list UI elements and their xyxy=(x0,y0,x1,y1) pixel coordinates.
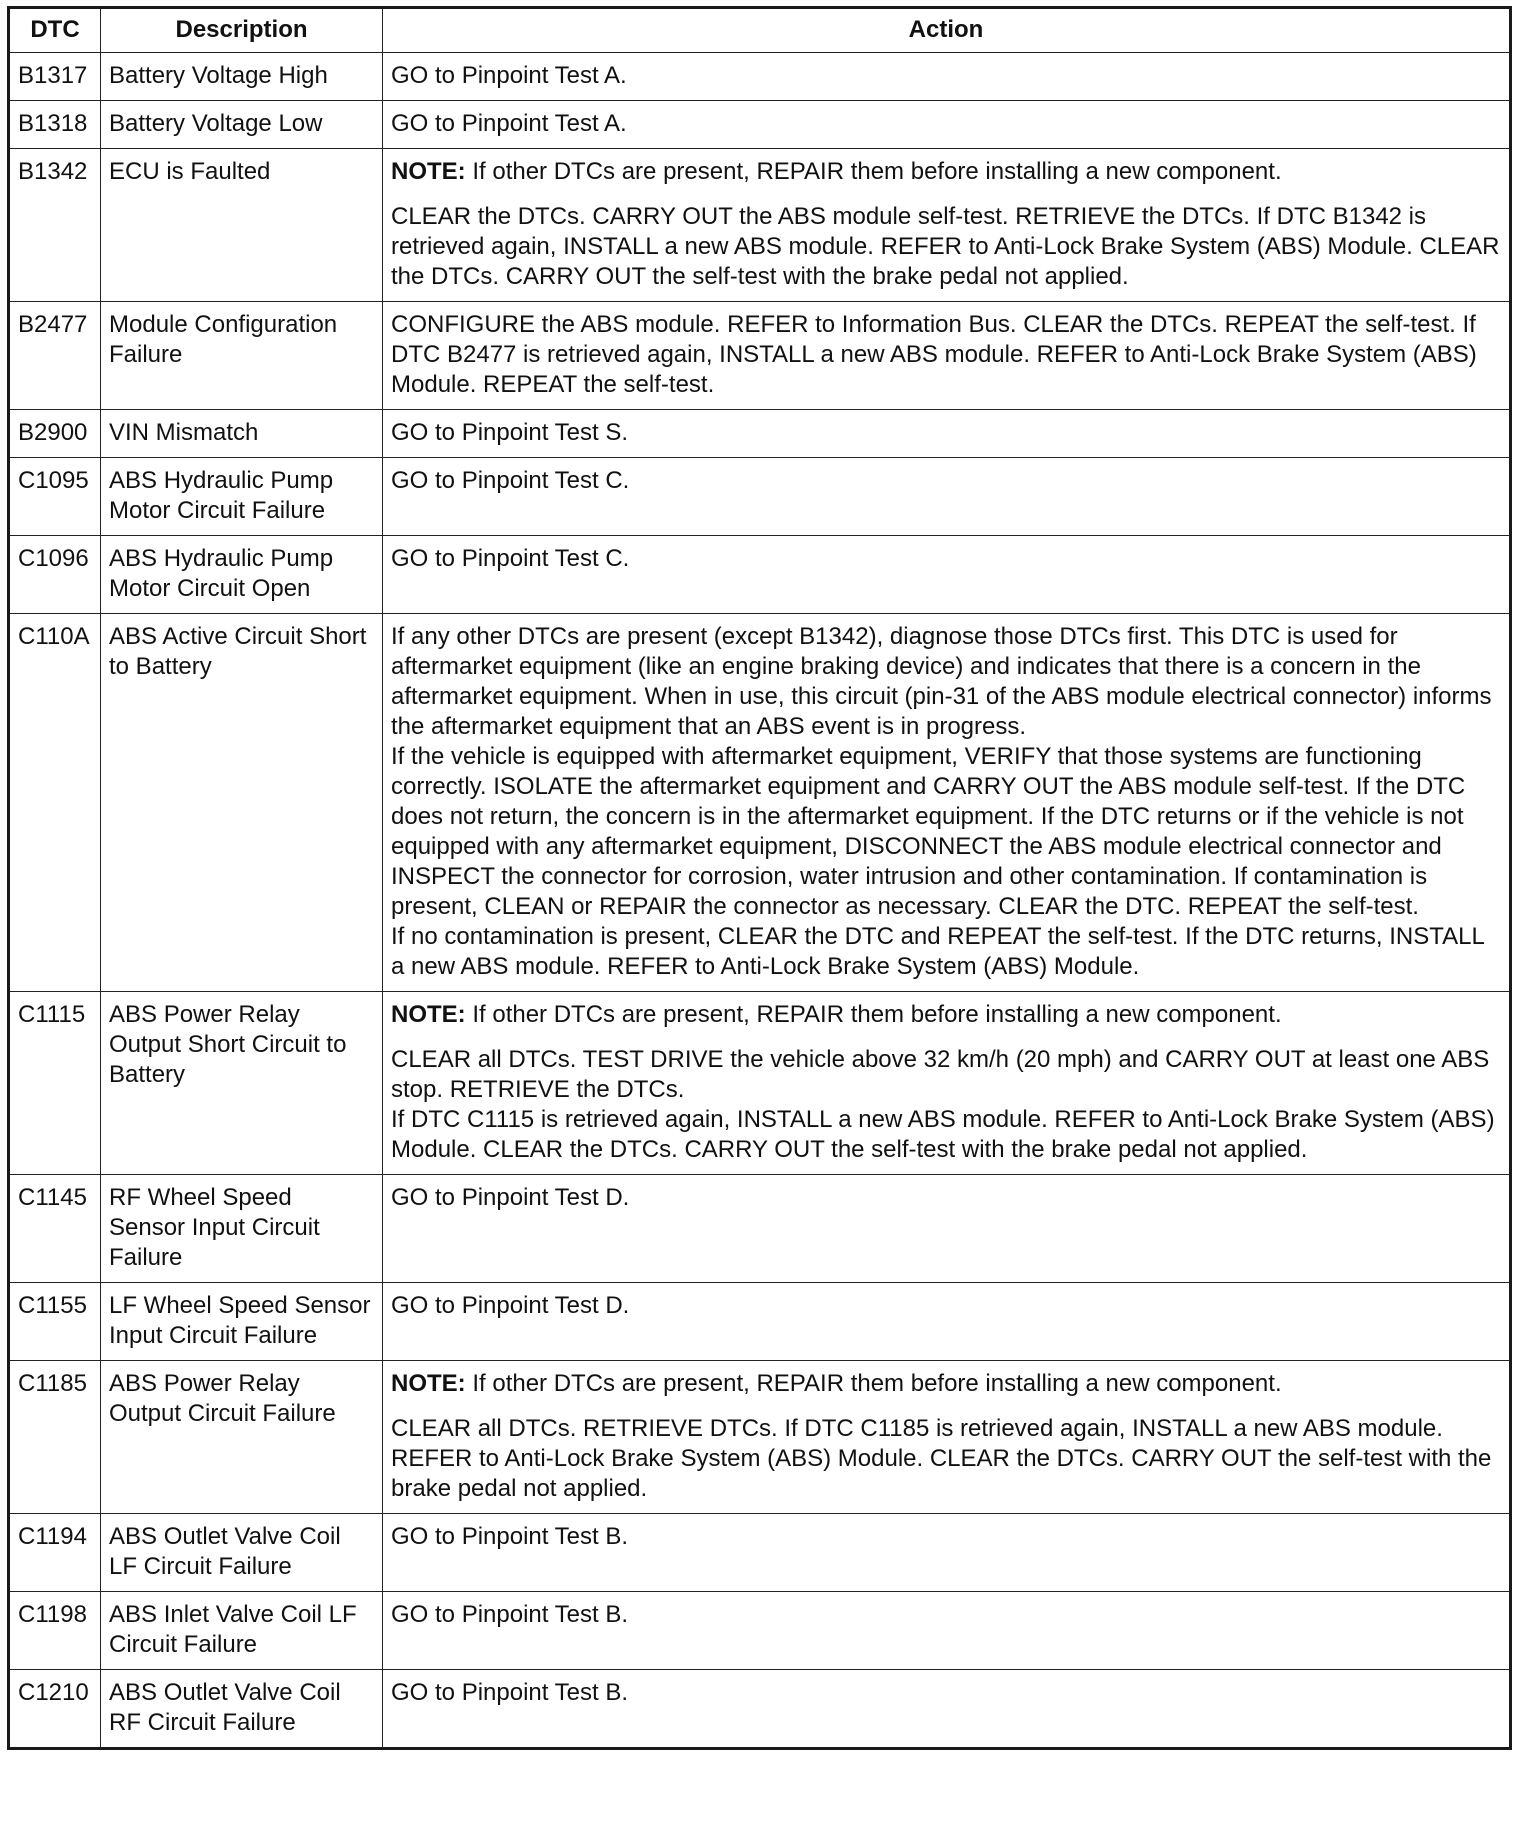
dtc-description: Battery Voltage High xyxy=(101,53,383,101)
table-row xyxy=(9,302,1511,410)
table-row xyxy=(9,101,1511,149)
dtc-action xyxy=(383,992,1511,1175)
dtc-description: ABS Active Circuit Short to Battery xyxy=(101,614,383,992)
action-paragraph: CLEAR all DTCs. TEST DRIVE the vehicle above 32 km/h (20 mph) and CARRY OUT at least one ABS stop. RETRIEVE the DTCs. xyxy=(391,1046,1490,1103)
dtc-description: LF Wheel Speed Sensor Input Circuit Failure xyxy=(101,1283,383,1361)
dtc-description: Battery Voltage Low xyxy=(101,101,383,149)
table-row xyxy=(9,1283,1511,1361)
note-text: If other DTCs are present, REPAIR them before installing a new component. xyxy=(465,158,1282,185)
dtc-code: C1194 xyxy=(9,1514,101,1592)
dtc-code: B2900 xyxy=(9,410,101,458)
note-text: If other DTCs are present, REPAIR them before installing a new component. xyxy=(465,1370,1282,1397)
action-paragraph: If DTC C1115 is retrieved again, INSTALL a new ABS module. REFER to Anti-Lock Brake System (ABS) Module. CLEAR the DTCs. CARRY OUT the self-test with the brake pedal not applied. xyxy=(391,1106,1495,1163)
header-row xyxy=(9,8,1511,53)
dtc-code: C110A xyxy=(9,614,101,992)
action-paragraph: GO to Pinpoint Test D. xyxy=(391,1184,630,1211)
dtc-action xyxy=(383,1514,1511,1592)
action-paragraph: GO to Pinpoint Test A. xyxy=(391,110,627,137)
dtc-description: Module Configuration Failure xyxy=(101,302,383,410)
dtc-action xyxy=(383,1175,1511,1283)
dtc-action xyxy=(383,1592,1511,1670)
dtc-code: C1198 xyxy=(9,1592,101,1670)
action-paragraph: GO to Pinpoint Test B. xyxy=(391,1679,629,1706)
note-label: NOTE: xyxy=(391,158,466,185)
dtc-action xyxy=(383,101,1511,149)
dtc-description: ABS Hydraulic Pump Motor Circuit Failure xyxy=(101,458,383,536)
note-text: If other DTCs are present, REPAIR them before installing a new component. xyxy=(465,1001,1282,1028)
dtc-description: ABS Hydraulic Pump Motor Circuit Open xyxy=(101,536,383,614)
action-paragraph: GO to Pinpoint Test S. xyxy=(391,419,629,446)
dtc-action xyxy=(383,53,1511,101)
action-paragraph: GO to Pinpoint Test C. xyxy=(391,545,630,572)
header-dtc: DTC xyxy=(9,8,101,53)
action-paragraph: CONFIGURE the ABS module. REFER to Information Bus. CLEAR the DTCs. REPEAT the self-test. If DTC B2477 is retrieved again, INSTALL a new ABS module. REFER to Anti-Lock Brake System (ABS) Module. REPEAT the self-test. xyxy=(391,311,1477,398)
table-row xyxy=(9,149,1511,302)
dtc-action xyxy=(383,536,1511,614)
dtc-description: ABS Inlet Valve Coil LF Circuit Failure xyxy=(101,1592,383,1670)
action-paragraph: GO to Pinpoint Test B. xyxy=(391,1523,629,1550)
dtc-action xyxy=(383,458,1511,536)
dtc-code: B1317 xyxy=(9,53,101,101)
dtc-description: ECU is Faulted xyxy=(101,149,383,302)
dtc-description: ABS Outlet Valve Coil RF Circuit Failure xyxy=(101,1670,383,1749)
dtc-description: ABS Power Relay Output Circuit Failure xyxy=(101,1361,383,1514)
dtc-action xyxy=(383,614,1511,992)
dtc-description: ABS Outlet Valve Coil LF Circuit Failure xyxy=(101,1514,383,1592)
note-label: NOTE: xyxy=(391,1001,466,1028)
dtc-code: C1185 xyxy=(9,1361,101,1514)
header-description: Description xyxy=(101,8,383,53)
dtc-table xyxy=(7,6,1512,1750)
dtc-description: RF Wheel Speed Sensor Input Circuit Failure xyxy=(101,1175,383,1283)
table-row xyxy=(9,1361,1511,1514)
action-paragraph: CLEAR the DTCs. CARRY OUT the ABS module self-test. RETRIEVE the DTCs. If DTC B1342 is retrieved again, INSTALL a new ABS module. REFER to Anti-Lock Brake System (ABS) Module. CLEAR the DTCs. CARRY OUT the self-test with the brake pedal not applied. xyxy=(391,203,1500,290)
dtc-code: C1115 xyxy=(9,992,101,1175)
dtc-code: B1342 xyxy=(9,149,101,302)
note-label: NOTE: xyxy=(391,1370,466,1397)
dtc-code: C1145 xyxy=(9,1175,101,1283)
action-paragraph: GO to Pinpoint Test D. xyxy=(391,1292,630,1319)
table-row xyxy=(9,458,1511,536)
dtc-code: C1155 xyxy=(9,1283,101,1361)
table-row xyxy=(9,536,1511,614)
action-paragraph: GO to Pinpoint Test A. xyxy=(391,62,627,89)
action-paragraph: CLEAR all DTCs. RETRIEVE DTCs. If DTC C1185 is retrieved again, INSTALL a new ABS module. REFER to Anti-Lock Brake System (ABS) Module. CLEAR the DTCs. CARRY OUT the self-test with the brake pedal not applied. xyxy=(391,1415,1492,1502)
table-row xyxy=(9,1592,1511,1670)
table-row xyxy=(9,1175,1511,1283)
action-paragraph: If any other DTCs are present (except B1342), diagnose those DTCs first. This DTC is used for aftermarket equipment (like an engine braking device) and indicates that there is a concern in the aftermarket equipment. When in use, this circuit (pin-31 of the ABS module electrical connector) informs the aftermarket equipment that an ABS event is in progress. xyxy=(391,623,1492,740)
note-paragraph xyxy=(391,1000,1501,1030)
dtc-code: C1210 xyxy=(9,1670,101,1749)
table-row xyxy=(9,992,1511,1175)
dtc-code: C1095 xyxy=(9,458,101,536)
action-paragraph: GO to Pinpoint Test C. xyxy=(391,467,630,494)
dtc-description: ABS Power Relay Output Short Circuit to Battery xyxy=(101,992,383,1175)
note-paragraph xyxy=(391,1369,1501,1399)
table-body xyxy=(9,53,1511,1749)
dtc-description: VIN Mismatch xyxy=(101,410,383,458)
dtc-action xyxy=(383,302,1511,410)
dtc-code: B1318 xyxy=(9,101,101,149)
table-row xyxy=(9,1514,1511,1592)
dtc-code: B2477 xyxy=(9,302,101,410)
header-action: Action xyxy=(383,8,1511,53)
table-row xyxy=(9,1670,1511,1749)
dtc-action xyxy=(383,410,1511,458)
dtc-code: C1096 xyxy=(9,536,101,614)
dtc-action xyxy=(383,1670,1511,1749)
dtc-action xyxy=(383,1361,1511,1514)
note-paragraph xyxy=(391,157,1501,187)
action-paragraph: If no contamination is present, CLEAR the DTC and REPEAT the self-test. If the DTC returns, INSTALL a new ABS module. REFER to Anti-Lock Brake System (ABS) Module. xyxy=(391,923,1484,980)
table-row xyxy=(9,410,1511,458)
table-row xyxy=(9,614,1511,992)
action-paragraph: GO to Pinpoint Test B. xyxy=(391,1601,629,1628)
action-paragraph: If the vehicle is equipped with aftermarket equipment, VERIFY that those systems are functioning correctly. ISOLATE the aftermarket equipment and CARRY OUT the ABS module self-test. If the DTC does not return, the concern is in the aftermarket equipment. If the DTC returns or if the vehicle is not equipped with any aftermarket equipment, DISCONNECT the ABS module electrical connector and INSPECT the connector for corrosion, water intrusion and other contamination. If contamination is present, CLEAN or REPAIR the connector as necessary. CLEAR the DTC. REPEAT the self-test. xyxy=(391,743,1466,920)
dtc-action xyxy=(383,1283,1511,1361)
table-row xyxy=(9,53,1511,101)
dtc-action xyxy=(383,149,1511,302)
